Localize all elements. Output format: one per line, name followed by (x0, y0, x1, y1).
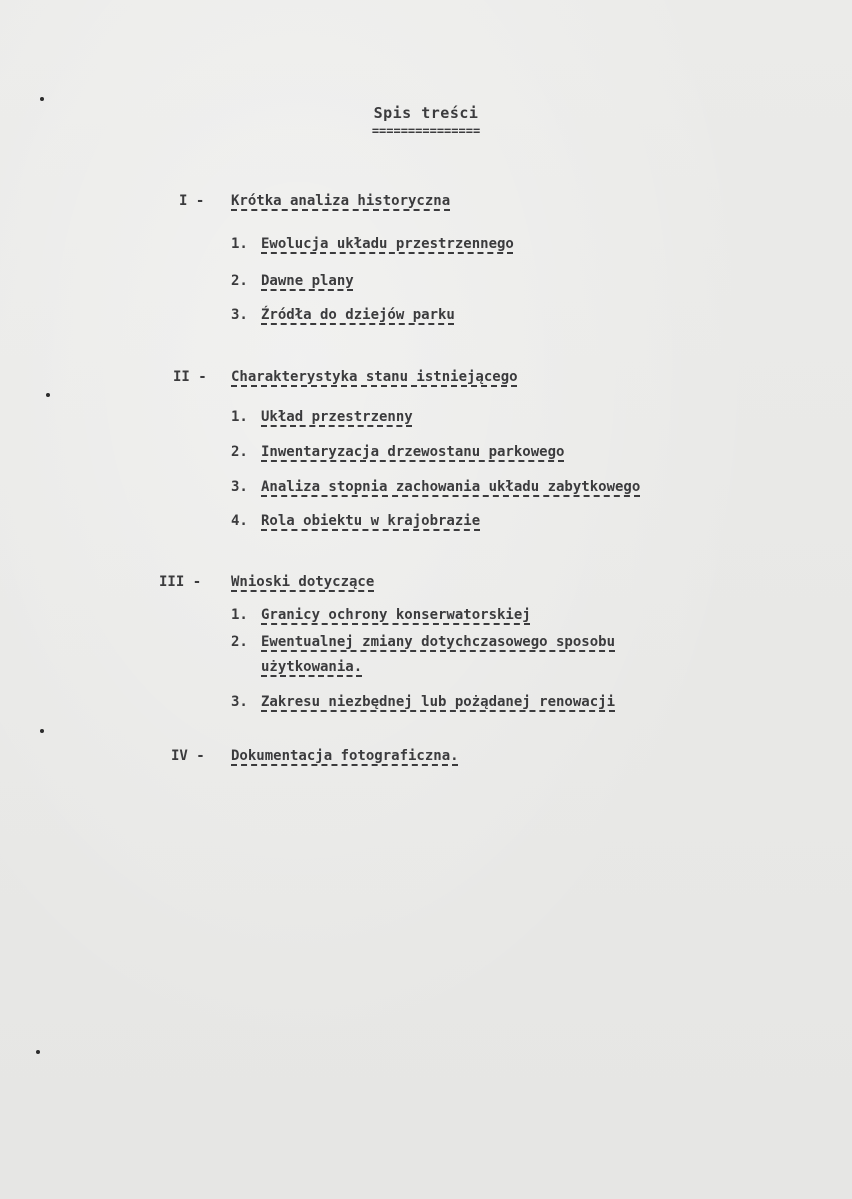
item-number: 2. (231, 634, 248, 650)
toc-item: Rola obiektu w krajobrazie (261, 513, 481, 529)
section-numeral: I - (179, 193, 205, 209)
punch-mark (36, 1050, 40, 1054)
item-number: 3. (231, 307, 248, 323)
item-number: 1. (231, 409, 248, 425)
section-heading: Charakterystyka stanu istniejącego (231, 369, 518, 385)
toc-item: Źródła do dziejów parku (261, 307, 455, 323)
section-heading: Dokumentacja fotograficzna. (231, 748, 459, 764)
section-heading: Wnioski dotyczące (231, 574, 375, 590)
item-number: 1. (231, 607, 248, 623)
punch-mark (46, 393, 50, 397)
toc-item: Zakresu niezbędnej lub pożądanej renowacji (261, 694, 616, 710)
item-number: 4. (231, 513, 248, 529)
section-heading: Krótka analiza historyczna (231, 193, 451, 209)
section-numeral: IV - (171, 748, 205, 764)
item-number: 2. (231, 444, 248, 460)
toc-item-continuation: użytkowania. (261, 659, 363, 675)
title-underline: =============== (371, 124, 481, 138)
item-number: 3. (231, 694, 248, 710)
punch-mark (40, 729, 44, 733)
item-number: 3. (231, 479, 248, 495)
page-title: Spis treści (373, 104, 479, 122)
toc-item: Układ przestrzenny (261, 409, 413, 425)
section-numeral: III - (159, 574, 202, 590)
toc-item: Dawne plany (261, 273, 354, 289)
toc-item: Inwentaryzacja drzewostanu parkowego (261, 444, 565, 460)
item-number: 1. (231, 236, 248, 252)
toc-item: Ewentualnej zmiany dotychczasowego sposobu (261, 634, 616, 650)
toc-item: Granicy ochrony konserwatorskiej (261, 607, 531, 623)
punch-mark (40, 97, 44, 101)
toc-item: Analiza stopnia zachowania układu zabytkowego (261, 479, 641, 495)
item-number: 2. (231, 273, 248, 289)
section-numeral: II - (173, 369, 207, 385)
toc-item: Ewolucja układu przestrzennego (261, 236, 514, 252)
